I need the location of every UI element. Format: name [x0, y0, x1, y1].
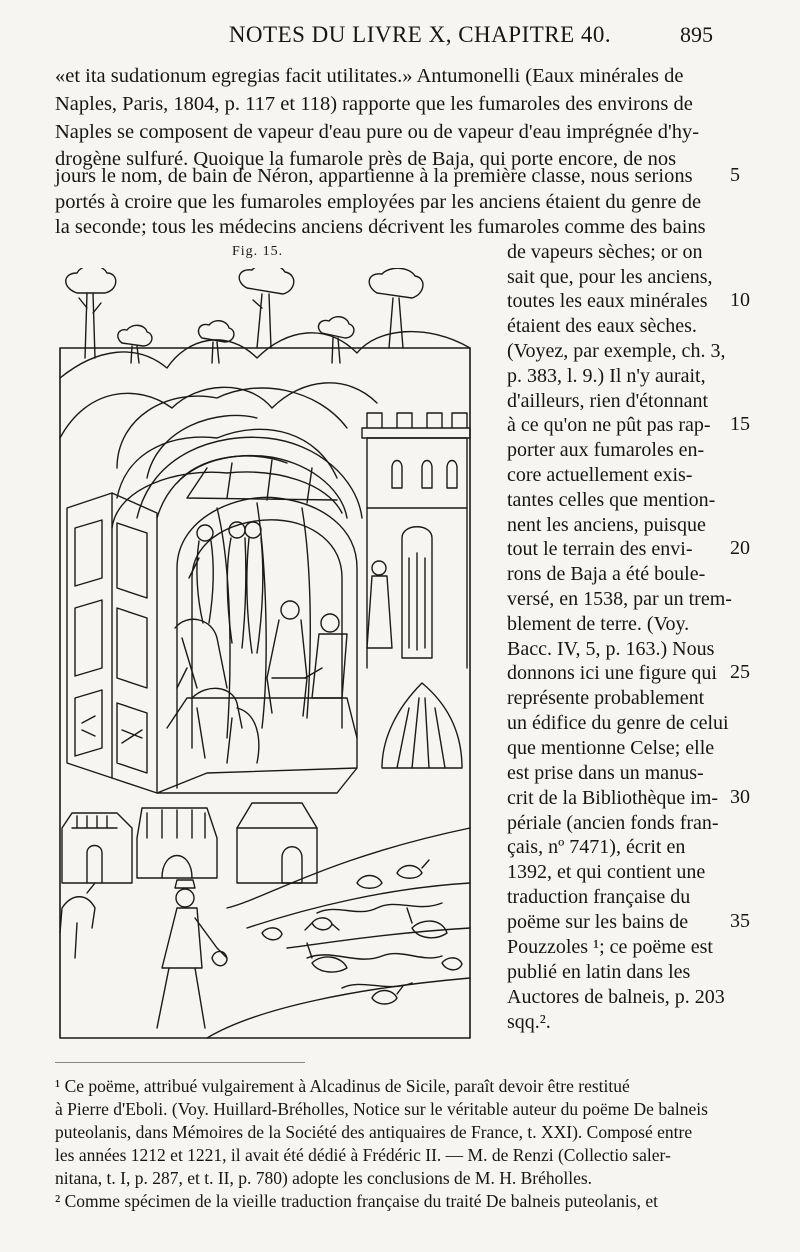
line-number: 10 [730, 289, 750, 311]
body-line: portés à croire que les fumaroles employées par les anciens étaient du genre de [55, 191, 702, 213]
column-line: donnons ici une figure qui [507, 662, 717, 684]
column-line: traduction française du [507, 886, 691, 908]
footnote-line: puteolanis, dans Mémoires de la Société des antiquaires de France, t. XXI). Composé entre [55, 1122, 693, 1142]
column-line: core actuellement exis- [507, 464, 693, 486]
tree-icon [318, 317, 353, 363]
bird-icon [357, 876, 382, 889]
column-line: nent les anciens, puisque [507, 514, 706, 536]
line-number: 5 [730, 164, 740, 186]
tree-icon [369, 268, 423, 348]
bather-figure [175, 619, 227, 688]
tree-icon [239, 268, 294, 348]
line-number: 15 [730, 413, 750, 435]
walking-figure [157, 880, 227, 1028]
frog-icon [442, 958, 462, 970]
footnote-separator [55, 1062, 305, 1063]
line-number: 20 [730, 537, 750, 559]
column-line: Pouzzoles ¹; ce poëme est [507, 936, 713, 958]
footnote-line: à Pierre d'Eboli. (Voy. Huillard-Bréholles, Notice sur le véritable auteur du poëme De balneis [55, 1099, 708, 1119]
body-line: drogène sulfuré. Quoique la fumarole près de Baja, qui porte encore, de nos [55, 148, 677, 170]
running-header: NOTES DU LIVRE X, CHAPITRE 40. [228, 22, 612, 47]
page-number: 895 [680, 22, 713, 47]
tent-icon [382, 683, 462, 768]
tree-icon [66, 268, 116, 358]
column-line: çais, nº 7471), écrit en [507, 836, 686, 858]
column-line: tantes celles que mention- [507, 489, 716, 511]
column-line: tout le terrain des envi- [507, 538, 693, 560]
column-line: sait que, pour les anciens, [507, 266, 713, 288]
frog-icon [305, 918, 339, 930]
column-line: poëme sur les bains de [507, 911, 689, 933]
footnote-line: les années 1212 et 1221, il avait été dédié à Frédéric II. — M. de Renzi (Collectio saler- [55, 1145, 671, 1165]
column-line: crit de la Bibliothèque im- [507, 787, 719, 809]
frog-icon [262, 928, 282, 940]
bather-figure [267, 601, 307, 716]
body-line: la seconde; tous les médecins anciens décrivent les fumaroles comme des bains [55, 216, 706, 238]
column-line: versé, en 1538, par un trem- [507, 588, 732, 610]
column-line: publié en latin dans les [507, 961, 691, 983]
figure-caption: Fig. 15. [232, 244, 284, 259]
column-line: périale (ancien fonds fran- [507, 812, 719, 834]
hut-icon [137, 808, 217, 878]
column-line: à ce qu'on ne pût pas rap- [507, 414, 711, 436]
hut-icon [62, 813, 132, 883]
column-line: est prise dans un manus- [507, 762, 704, 784]
body-line: Naples se composent de vapeur d'eau pure ou de vapeur d'eau imprégnée d'hy- [55, 121, 700, 143]
bather-figure [305, 614, 347, 698]
tree-icon [118, 325, 152, 363]
bather-figure [367, 561, 392, 648]
column-line: blement de terre. (Voy. [507, 613, 690, 635]
bather-figure [227, 522, 263, 653]
column-line: sqq.². [507, 1011, 551, 1033]
column-line: que mentionne Celse; elle [507, 737, 715, 759]
bather-figure [192, 688, 259, 763]
body-line: «et ita sudationum egregias facit utilitates.» Antumonelli (Eaux minérales de [55, 65, 684, 87]
hut-icon [237, 803, 317, 883]
column-line: porter aux fumaroles en- [507, 439, 705, 461]
footnote-line: nitana, t. I, p. 287, et t. II, p. 780) adopte les conclusions de M. H. Bréholles. [55, 1168, 593, 1188]
column-line: un édifice du genre de celui [507, 712, 729, 734]
footnote-line: ² Comme spécimen de la vieille traduction française du traité De balneis puteolanis, et [55, 1191, 658, 1211]
bird-icon [397, 860, 429, 878]
column-line: (Voyez, par exemple, ch. 3, [507, 340, 726, 362]
bathhouse-illustration [57, 268, 487, 1040]
column-line: d'ailleurs, rien d'étonnant [507, 390, 709, 412]
column-line: Auctores de balneis, p. 203 [507, 986, 725, 1008]
column-line: p. 383, l. 9.) Il n'y aurait, [507, 365, 706, 387]
body-line: jours le nom, de bain de Néron, appartienne à la première classe, nous serions [55, 165, 693, 187]
column-line: toutes les eaux minérales [507, 290, 708, 312]
body-line: Naples, Paris, 1804, p. 117 et 118) rapporte que les fumaroles des environs de [55, 93, 693, 115]
column-line: rons de Baja a été boule- [507, 563, 706, 585]
bird-icon [407, 908, 447, 938]
horse-icon [60, 883, 95, 958]
column-line: 1392, et qui contient une [507, 861, 706, 883]
column-line: étaient des eaux sèches. [507, 315, 697, 337]
line-number: 25 [730, 661, 750, 683]
footnote-line: ¹ Ce poëme, attribué vulgairement à Alcadinus de Sicile, paraît devoir être restitué [55, 1076, 630, 1096]
column-line: représente probablement [507, 687, 705, 709]
column-line: de vapeurs sèches; or on [507, 241, 703, 263]
line-number: 30 [730, 786, 750, 808]
line-number: 35 [730, 910, 750, 932]
bird-icon [307, 943, 347, 972]
column-line: Bacc. IV, 5, p. 163.) Nous [507, 638, 715, 660]
